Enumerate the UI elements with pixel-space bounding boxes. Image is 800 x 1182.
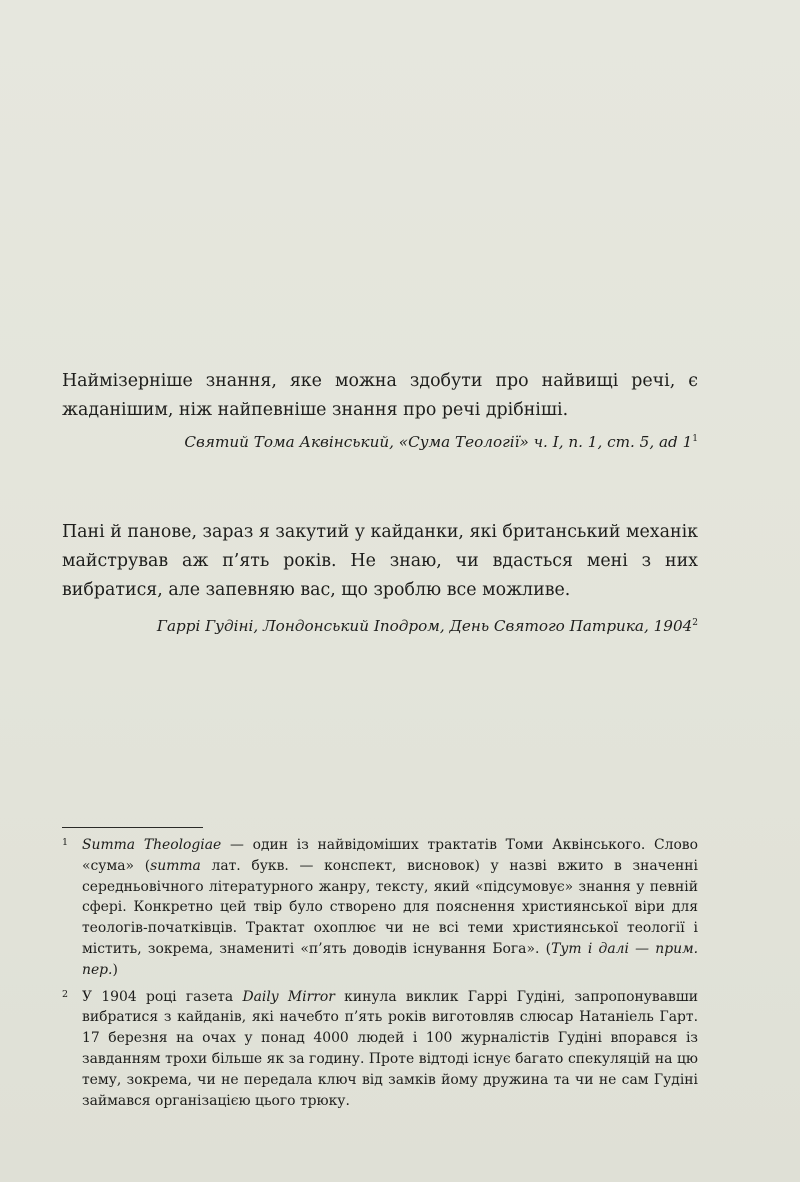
translator-note: Тут і далі — прим. пер. <box>82 940 699 978</box>
footnote-reference: 2 <box>692 617 698 628</box>
epigraph-quote: Наймізерніше знання, яке можна здобути про найвищі речі, є жаданішим, ніж найпевніше знання про речі дрібніші. <box>62 371 698 420</box>
epigraph-quote: Пані й панове, зараз я закутий у кайданки, які британський механік майстрував аж п’ять років. Не знаю, чи вдасться мені з них вибратися, але запевняю вас, що зроблю все можливе. <box>62 522 698 600</box>
footnote-text: — один із найвідоміших трактатів Томи Аквінського. Слово «сума» ( <box>82 837 698 874</box>
footnote-1 <box>62 835 698 981</box>
footnote-marker: 1 <box>62 837 69 848</box>
footnote-reference: 1 <box>692 433 698 444</box>
epigraph-attribution <box>62 615 698 637</box>
epigraph-houdini <box>62 518 698 637</box>
attribution-text: Гаррі Гудіні, Лондонський Іподром, День Святого Патрика, 1904 <box>156 617 693 635</box>
footnote-text: лат. букв. — конспект, висновок) у назві вжито в значенні середньовічного літературного жанру, тексту, який «підсумовує» знання у певній сфері. Конкретно цей твір було створено для пояснення християнської віри для теологів-початківців. Трактат охоплює чи не всі теми християнської теології і містить, зокрема, знамениті «п’ять доводів існування Бога». ( <box>82 857 698 957</box>
footnote-divider <box>62 827 203 828</box>
epigraph-attribution <box>62 431 698 453</box>
footnote-term: summa <box>150 857 201 874</box>
epigraph-aquinas <box>62 367 698 453</box>
footnote-2 <box>62 987 698 1112</box>
footnote-marker: 2 <box>62 988 69 1000</box>
attribution-text: Святий Тома Аквінський, «Сума Теології» ч. І, п. 1, ст. 5, ad 1 <box>184 433 693 451</box>
footnote-text: кинула виклик Гаррі Гудіні, запропонувавши вибратися з кайданів, які начебто п’ять років виготовляв слюсар Натаніель Гарт. 17 березня на очах у понад 4000 людей і 100 журналістів Гудіні впорався із завданням трохи більше як за годину. Проте відтоді існує багато спекуляцій на цю тему, зокрема, чи не передала ключ від замків йому дружина та чи не сам Гудіні займався організацією цього трюку. <box>82 988 698 1109</box>
footnotes <box>62 835 698 1111</box>
footnote-text: ) <box>112 961 118 978</box>
newspaper-name: Daily Mirror <box>242 988 335 1005</box>
footnote-title: Summa Theologiae <box>82 837 222 853</box>
footnote-text: У 1904 році газета <box>82 988 243 1005</box>
